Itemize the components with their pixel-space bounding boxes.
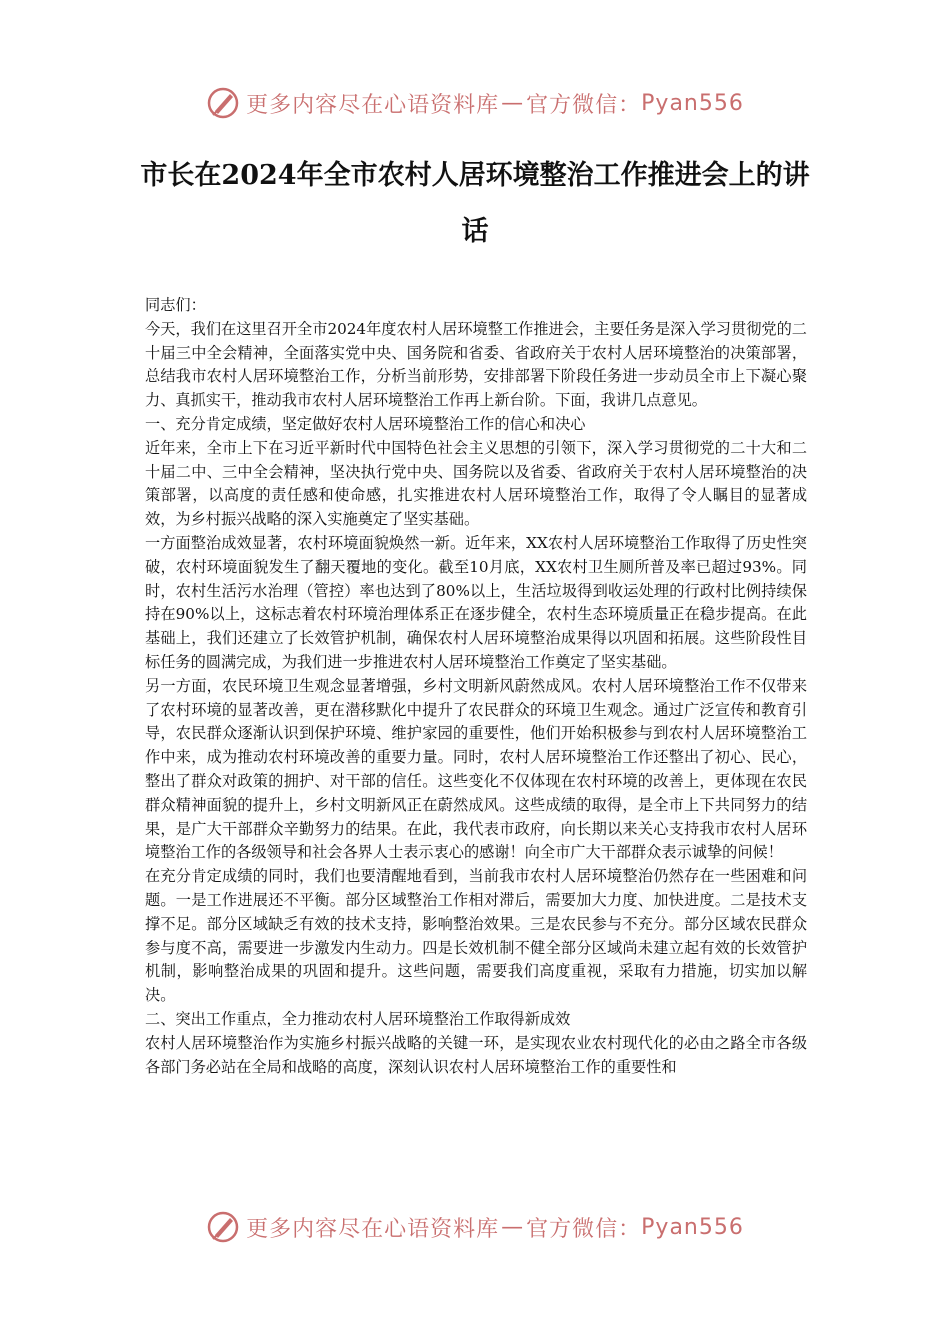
banner-text: 更多内容尽在心语资料库 (246, 1216, 500, 1242)
paragraph: 在充分肯定成绩的同时，我们也要清醒地看到，当前我市农村人居环境整治仍然存在一些困难和问题。一是工作进展还不平衡。部分区域整治工作相对滞后，需要加大力度、加快进度。二是技术支撑不足。部分区域缺乏有效的技术支持，影响整治效果。三是农民参与不充分。部分区域农民群众参与度不高，需要进一步激发内生动力。四是长效机制不健全部分区域尚未建立起有效的长效管护机制，影响整治成果的巩固和提升。这些问题，需要我们高度重视，采取有力措施，切实加以解决。 (145, 867, 807, 1005)
section-heading: 二、突出工作重点，全力推动农村人居环境整治工作取得新成效 (145, 1009, 571, 1028)
paragraph: 另一方面，农民环境卫生观念显著增强，乡村文明新风蔚然成风。农村人居环境整治工作不仅带来了农村环境的显著改善，更在潜移默化中提升了农民群众的环境卫生观念。通过广泛宣传和教育引导，农民群众逐渐认识到保护环境、维护家园的重要性，他们开始积极参与到农村人居环境整治工作中来，成为推动农村环境改善的重要力量。同时，农村人居环境整治工作还整出了初心、民心，整出了群众对政策的拥护、对干部的信任。这些变化不仅体现在农村环境的改善上，更体现在农民群众精神面貌的提升上，乡村文明新风正在蔚然成风。这些成绩的取得，是全市上下共同努力的结果，是广大干部群众辛勤努力的结果。在此，我代表市政府，向长期以来关心支持我市农村人居环境整治工作的各级领导和社会各界人士表示衷心的感谢！向全市广大干部群众表示诚挚的问候！ (145, 676, 807, 862)
paragraph: 今天，我们在这里召开全市2024年度农村人居环境整工作推进会，主要任务是深入学习贯彻党的二十届三中全会精神，全面落实党中央、国务院和省委、省政府关于农村人居环境整治的决策部署，总结我市农村人居环境整治工作，分析当前形势，安排部署下阶段任务进一步动员全市上下凝心聚力、真抓实干，推动我市农村人居环境整治工作再上新台阶。下面，我讲几点意见。 (145, 319, 807, 410)
watermark-banner-top (0, 83, 950, 123)
banner-text: 更多内容尽在心语资料库 (246, 92, 500, 118)
document-body (145, 294, 807, 1079)
paragraph: 一方面整治成效显著，农村环境面貌焕然一新。近年来，XX农村人居环境整治工作取得了历史性突破，农村环境面貌发生了翻天覆地的变化。截至10月底，XX农村卫生厕所普及率已超过93%。同时，农村生活污水治理（管控）率也达到了80%以上，生活垃圾得到收运处理的行政村比例持续保持在90%以上，这标志着农村环境治理体系正在逐步健全，农村生态环境质量正在稳步提高。在此基础上，我们还建立了长效管护机制，确保农村人居环境整治成果得以巩固和拓展。这些阶段性目标任务的圆满完成，为我们进一步推进农村人居环境整治工作奠定了坚实基础。 (145, 533, 807, 671)
paragraph: 农村人居环境整治作为实施乡村振兴战略的关键一环，是实现农业农村现代化的必由之路全市各级各部门务必站在全局和战略的高度，深刻认识农村人居环境整治工作的重要性和 (145, 1033, 807, 1076)
watermark-banner-bottom (0, 1207, 950, 1247)
banner-separator: — (501, 90, 525, 116)
banner-wechat-label: 官方微信： (526, 1216, 642, 1242)
section-heading: 一、充分肯定成绩，坚定做好农村人居环境整治工作的信心和决心 (145, 414, 586, 433)
banner-separator: — (501, 1214, 525, 1240)
banner-wechat-id: Pyan556 (641, 90, 744, 116)
banner-wechat-label: 官方微信： (526, 92, 642, 118)
pen-logo-icon (206, 86, 240, 120)
pen-logo-icon (206, 1210, 240, 1244)
banner-wechat-id: Pyan556 (641, 1214, 744, 1240)
salutation: 同志们： (145, 296, 206, 314)
paragraph: 近年来，全市上下在习近平新时代中国特色社会主义思想的引领下，深入学习贯彻党的二十大和二十届二中、三中全会精神，坚决执行党中央、国务院以及省委、省政府关于农村人居环境整治的决策部署，以高度的责任感和使命感，扎实推进农村人居环境整治工作，取得了令人瞩目的显著成效，为乡村振兴战略的深入实施奠定了坚实基础。 (145, 438, 807, 529)
document-title: 市长在2024年全市农村人居环境整治工作推进会上的讲话 (140, 160, 810, 247)
